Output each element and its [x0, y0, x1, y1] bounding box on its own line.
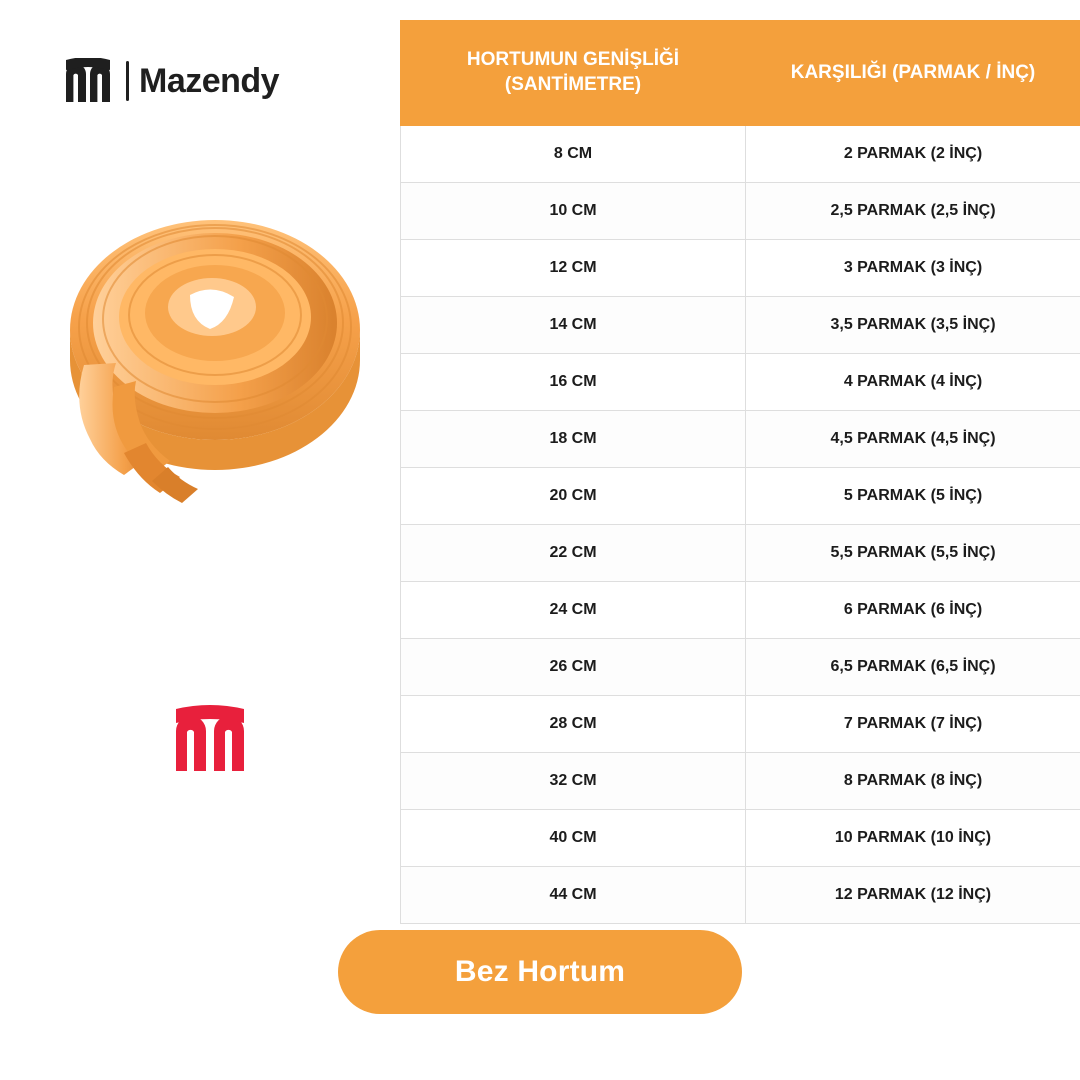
- table-header-width-cm: HORTUMUN GENİŞLİĞİ (SANTİMETRE): [401, 21, 746, 126]
- cell-width-cm: 24 CM: [401, 582, 746, 639]
- cell-width-cm: 26 CM: [401, 639, 746, 696]
- cell-width-cm: 12 CM: [401, 240, 746, 297]
- table-header-row: [401, 21, 1080, 126]
- cell-width-cm: 20 CM: [401, 468, 746, 525]
- table-row: [401, 582, 1080, 639]
- cell-inch: 8 PARMAK (8 İNÇ): [746, 753, 1080, 810]
- table-row: [401, 126, 1080, 183]
- mazendy-m-logo-icon: [60, 58, 116, 104]
- cell-width-cm: 32 CM: [401, 753, 746, 810]
- table-row: [401, 354, 1080, 411]
- cell-width-cm: 22 CM: [401, 525, 746, 582]
- table-row: [401, 411, 1080, 468]
- product-label-badge: Bez Hortum: [338, 930, 742, 1014]
- cell-width-cm: 14 CM: [401, 297, 746, 354]
- table-row: [401, 810, 1080, 867]
- cell-inch: 6 PARMAK (6 İNÇ): [746, 582, 1080, 639]
- table-row: [401, 183, 1080, 240]
- table-row: [401, 639, 1080, 696]
- cell-width-cm: 44 CM: [401, 867, 746, 924]
- size-conversion-table: [400, 20, 1036, 924]
- table-row: [401, 525, 1080, 582]
- cell-width-cm: 8 CM: [401, 126, 746, 183]
- brand-name: Mazendy: [139, 61, 280, 100]
- cell-inch: 4,5 PARMAK (4,5 İNÇ): [746, 411, 1080, 468]
- table-row: [401, 240, 1080, 297]
- cell-inch: 4 PARMAK (4 İNÇ): [746, 354, 1080, 411]
- cell-inch: 2,5 PARMAK (2,5 İNÇ): [746, 183, 1080, 240]
- mazendy-m-watermark-icon: [168, 705, 278, 775]
- table-row: [401, 468, 1080, 525]
- table-row: [401, 753, 1080, 810]
- cell-inch: 12 PARMAK (12 İNÇ): [746, 867, 1080, 924]
- cell-inch: 6,5 PARMAK (6,5 İNÇ): [746, 639, 1080, 696]
- cell-inch: 5,5 PARMAK (5,5 İNÇ): [746, 525, 1080, 582]
- brand-lockup: [60, 58, 279, 104]
- cell-inch: 7 PARMAK (7 İNÇ): [746, 696, 1080, 753]
- left-panel: [0, 0, 400, 1080]
- cell-width-cm: 16 CM: [401, 354, 746, 411]
- cell-inch: 3,5 PARMAK (3,5 İNÇ): [746, 297, 1080, 354]
- cell-width-cm: 28 CM: [401, 696, 746, 753]
- cell-inch: 10 PARMAK (10 İNÇ): [746, 810, 1080, 867]
- cell-inch: 5 PARMAK (5 İNÇ): [746, 468, 1080, 525]
- cell-inch: 2 PARMAK (2 İNÇ): [746, 126, 1080, 183]
- cell-width-cm: 40 CM: [401, 810, 746, 867]
- coiled-orange-layflat-hose: [40, 155, 390, 515]
- brand-divider: [126, 61, 129, 101]
- table-row: [401, 867, 1080, 924]
- cell-inch: 3 PARMAK (3 İNÇ): [746, 240, 1080, 297]
- cell-width-cm: 10 CM: [401, 183, 746, 240]
- table-row: [401, 696, 1080, 753]
- cell-width-cm: 18 CM: [401, 411, 746, 468]
- table-row: [401, 297, 1080, 354]
- table-header-inch: KARŞILIĞI (PARMAK / İNÇ): [746, 21, 1080, 126]
